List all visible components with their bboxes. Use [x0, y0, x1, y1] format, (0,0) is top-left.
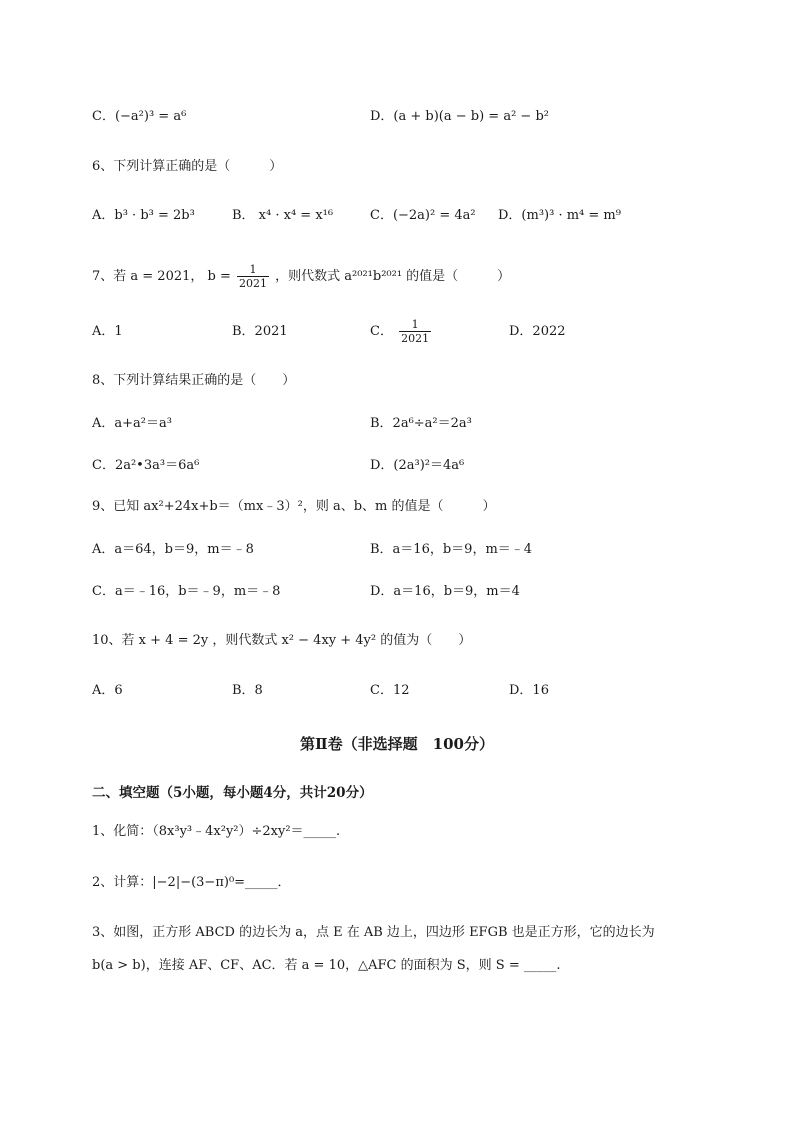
q6-option-a: A．b³ · b³ = 2b³ — [92, 208, 195, 223]
q7-fraction-denominator: 2021 — [239, 277, 268, 290]
q5-option-d: D．(a + b)(a − b) = a² − b² — [370, 109, 549, 124]
section-2-title: 第Ⅱ卷（非选择题 100分） — [300, 735, 494, 753]
q10-option-a: A．6 — [92, 683, 123, 698]
q8-stem: 8、下列计算结果正确的是（ ） — [92, 373, 296, 388]
q9-option-d: D．a＝16，b＝9，m＝4 — [370, 584, 520, 599]
q7-fraction — [237, 263, 269, 290]
q8-option-c: C．2a²•3a³＝6a⁶ — [92, 458, 200, 473]
q10-option-c: C．12 — [370, 683, 410, 698]
fill-question-3-line-2: b(a > b)，连接 AF、CF、AC．若 a = 10，△AFC 的面积为 S，则 S = _____. — [92, 958, 561, 973]
q6-option-d: D．(m³)³ · m⁴ = m⁹ — [498, 208, 621, 223]
q7-stem — [92, 263, 510, 290]
q10-stem: 10、若 x + 4 = 2y ，则代数式 x² − 4xy + 4y² 的值为（ ） — [92, 633, 472, 648]
fill-question-3-line-1: 3、如图，正方形 ABCD 的边长为 a，点 E 在 AB 边上，四边形 EFGB 也是正方形，它的边长为 — [92, 925, 655, 940]
q5-option-c: C．(−a²)³ = a⁶ — [92, 109, 187, 124]
q9-stem: 9、已知 ax²+24x+b＝（mx﹣3）²，则 a、b、m 的值是（ ） — [92, 499, 496, 514]
q8-option-b: B．2a⁶÷a²＝2a³ — [370, 416, 472, 431]
q8-option-a: A．a+a²＝a³ — [92, 416, 172, 431]
q10-option-b: B．8 — [232, 683, 263, 698]
q7-option-c-numerator: 1 — [399, 318, 431, 332]
fill-question-1: 1、化简：（8x³y³﹣4x²y²）÷2xy²＝_____. — [92, 824, 341, 839]
q7-option-c-fraction — [399, 318, 431, 345]
q9-option-c: C．a＝﹣16，b＝﹣9，m＝﹣8 — [92, 584, 281, 599]
q6-stem: 6、下列计算正确的是（ ） — [92, 159, 283, 174]
q9-option-a: A．a＝64，b＝9，m＝﹣8 — [92, 542, 254, 557]
q7-option-a: A．1 — [92, 324, 123, 339]
q7-option-c — [370, 318, 433, 345]
q8-option-d: D．(2a³)²＝4a⁶ — [370, 458, 465, 473]
q7-option-c-label: C． — [370, 324, 393, 339]
q7-fraction-numerator: 1 — [237, 263, 269, 277]
q9-option-b: B．a＝16，b＝9，m＝﹣4 — [370, 542, 533, 557]
q7-option-b: B．2021 — [232, 324, 288, 339]
q10-option-d: D．16 — [509, 683, 549, 698]
q6-option-c: C．(−2a)² = 4a² — [370, 208, 476, 223]
q7-option-c-denominator: 2021 — [401, 332, 430, 345]
q7-stem-suffix: ，则代数式 a²⁰²¹b²⁰²¹ 的值是（ ） — [275, 269, 511, 284]
fill-question-2: 2、计算：|−2|−(3−π)⁰=_____． — [92, 875, 291, 890]
q7-stem-prefix: 7、若 a = 2021， b = — [92, 269, 231, 284]
fill-in-heading: 二、填空题（5小题，每小题4分，共计20分） — [92, 785, 373, 801]
q6-option-b: B． x⁴ · x⁴ = x¹⁶ — [232, 208, 334, 223]
q7-option-d: D．2022 — [509, 324, 566, 339]
